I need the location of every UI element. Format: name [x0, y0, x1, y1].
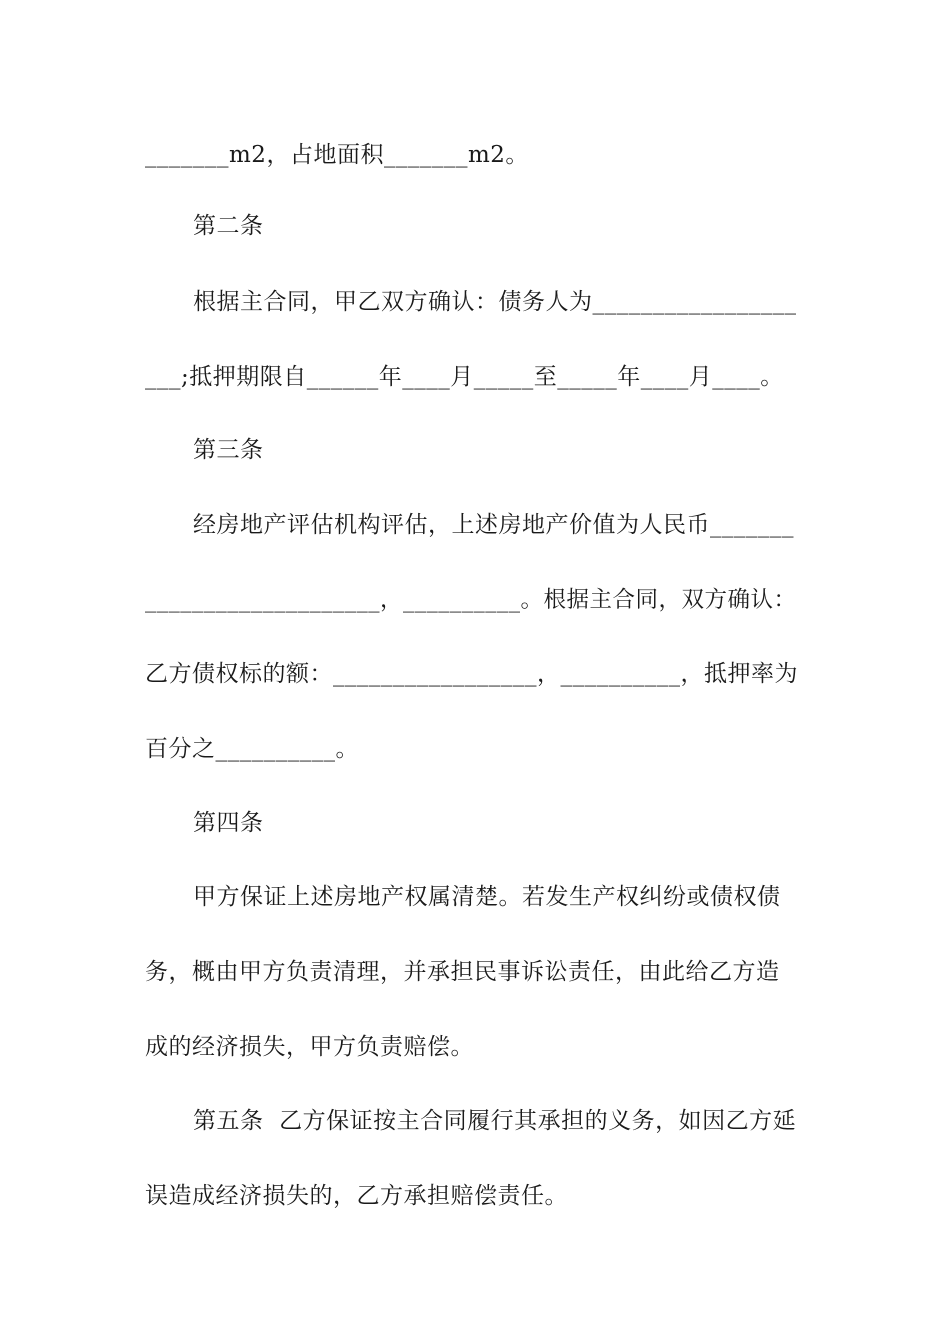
article-2-heading: 第二条: [193, 213, 264, 239]
article-3-valuation: 经房地产评估机构评估，上述房地产价值为人民币_______: [193, 512, 794, 538]
article-4-line-3: 成的经济损失，甲方负责赔偿。: [145, 1034, 474, 1060]
article-3-claim-amount: 乙方债权标的额：_________________，__________，抵押率为: [145, 661, 798, 687]
article-4-heading: 第四条: [193, 810, 264, 836]
article-4-line-2: 务，概由甲方负责清理，并承担民事诉讼责任，由此给乙方造: [145, 959, 780, 985]
article-2-term: ___;抵押期限自______年____月_____至_____年____月____。: [145, 364, 784, 390]
text-line-area: _______m2，占地面积_______m2。: [145, 142, 529, 168]
article-3-heading: 第三条: [193, 437, 264, 463]
article-4-line-1: 甲方保证上述房地产权属清楚。若发生产权纠纷或债权债: [193, 884, 781, 910]
article-2-debtor: 根据主合同，甲乙双方确认：债务人为_________________: [193, 289, 797, 315]
article-3-mortgage-rate: 百分之__________。: [145, 736, 359, 762]
article-3-value-line: ____________________，__________。根据主合同，双方确认：: [145, 587, 797, 613]
article-5-line-2: 误造成经济损失的，乙方承担赔偿责任。: [145, 1183, 568, 1209]
article-5-line-1: 第五条 乙方保证按主合同履行其承担的义务，如因乙方延: [193, 1108, 797, 1134]
